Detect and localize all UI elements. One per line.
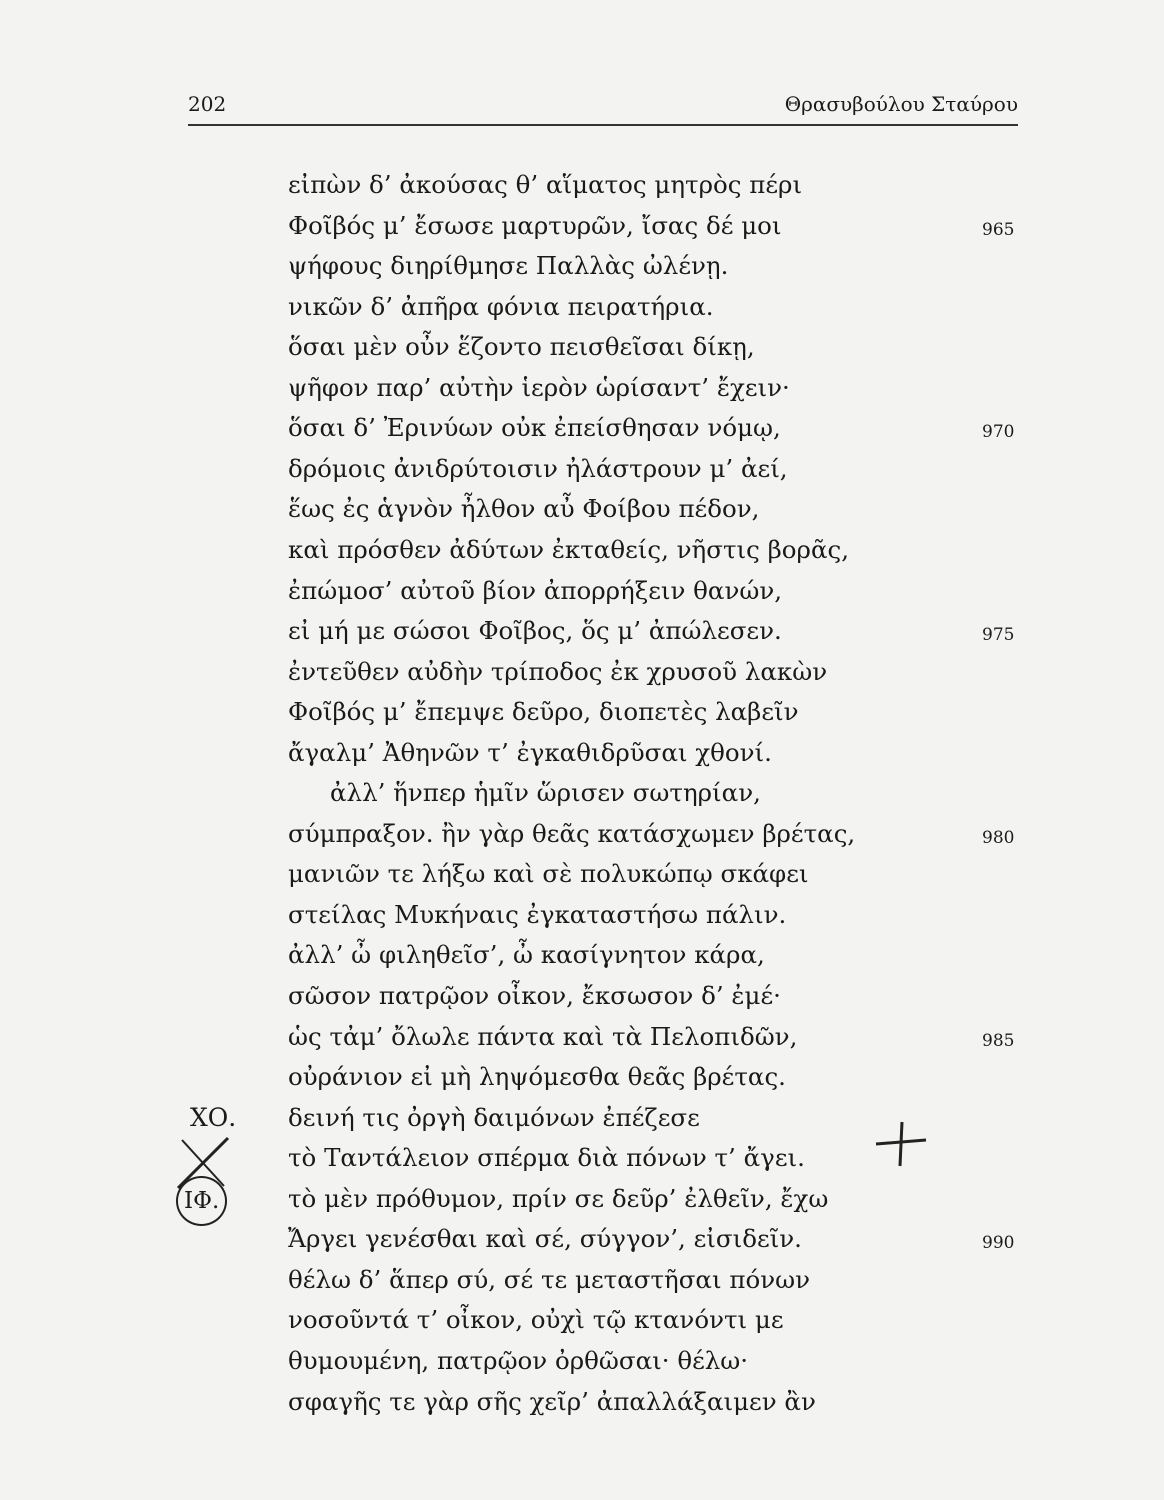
verse-line: δρόμοις ἀνιδρύτοισιν ἠλάστρουν μ’ ἀεί, — [288, 453, 788, 483]
verse-line: νικῶν δ’ ἀπῆρα φόνια πειρατήρια. — [288, 291, 714, 321]
verse-line: στείλας Μυκήναις ἐγκαταστήσω πάλιν. — [288, 899, 787, 929]
verse-line: θέλω δ’ ἅπερ σύ, σέ τε μεταστῆσαι πόνων — [288, 1264, 810, 1294]
running-head: Θρασυβούλου Σταύρου — [784, 92, 1018, 116]
verse-line: ἀλλ’ ἥνπερ ἡμῖν ὥρισεν σωτηρίαν, — [330, 778, 761, 808]
verse-line: δεινή τις ὀργὴ δαιμόνων ἐπέζεσε — [288, 1102, 700, 1132]
verse-line: ψῆφον παρ’ αὐτὴν ἱερὸν ὡρίσαντ’ ἔχειν· — [288, 372, 790, 402]
line-number: 985 — [982, 1030, 1015, 1051]
verse-line: Ἄργει γενέσθαι καὶ σέ, σύγγον’, εἰσιδεῖν. — [288, 1224, 802, 1254]
plus-mark — [872, 1118, 928, 1174]
verse-line: Φοῖβός μ’ ἔσωσε μαρτυρῶν, ἴσας δέ μοι — [288, 210, 782, 240]
line-number: 975 — [982, 625, 1015, 646]
verse-line: καὶ πρόσθεν ἀδύτων ἐκταθείς, νῆστις βορᾶς, — [288, 534, 849, 564]
verse-line: σφαγῆς τε γὰρ σῆς χεῖρ’ ἀπαλλάξαιμεν ἂν — [288, 1386, 816, 1416]
line-number: 970 — [982, 422, 1015, 443]
verse-line: σύμπραξον. ἢν γὰρ θεᾶς κατάσχωμεν βρέτας, — [288, 818, 856, 848]
verse-line: ἐπώμοσ’ αὐτοῦ βίον ἀπορρήξειν θανών, — [288, 575, 783, 605]
page-header — [188, 92, 1018, 122]
verse-line: οὐράνιον εἰ μὴ ληψόμεσθα θεᾶς βρέτας. — [288, 1062, 786, 1092]
verse-line: θυμουμένη, πατρῷον ὀρθῶσαι· θέλω· — [288, 1345, 749, 1375]
verse-line: ὡς τἀμ’ ὄλωλε πάντα καὶ τὰ Πελοπιδῶν, — [288, 1021, 798, 1051]
verse-line: τὸ μὲν πρόθυμον, πρίν σε δεῦρ’ ἐλθεῖν, ἔχω — [288, 1183, 829, 1213]
verse-line: ἄγαλμ’ Ἀθηνῶν τ’ ἐγκαθιδρῦσαι χθονί. — [288, 737, 772, 767]
verse-line: νοσοῦντά τ’ οἶκον, οὐχὶ τῷ κτανόντι με — [288, 1305, 784, 1335]
cross-out-mark — [172, 1132, 234, 1194]
verse-line: τὸ Ταντάλειον σπέρμα διὰ πόνων τ’ ἄγει. — [288, 1143, 805, 1173]
verse-line: Φοῖβός μ’ ἔπεμψε δεῦρο, διοπετὲς λαβεῖν — [288, 697, 799, 727]
line-number: 965 — [982, 219, 1015, 240]
speaker-label: ΧΟ. — [190, 1102, 237, 1132]
verse-line: σῶσον πατρῷον οἶκον, ἔκσωσον δ’ ἐμέ· — [288, 981, 781, 1010]
verse-line: ἀλλ’ ὦ φιληθεῖσ’, ὦ κασίγνητον κάρα, — [288, 940, 765, 970]
verse-line: ὅσαι μὲν οὖν ἕζοντο πεισθεῖσαι δίκῃ, — [288, 332, 755, 362]
speaker-label: ΙΦ. — [176, 1176, 227, 1226]
verse-line: εἰ μή με σώσοι Φοῖβος, ὅς μ’ ἀπώλεσεν. — [288, 616, 782, 646]
line-number: 990 — [982, 1233, 1015, 1254]
verse-line: ἐντεῦθεν αὐδὴν τρίποδος ἐκ χρυσοῦ λακὼν — [288, 656, 828, 686]
verse-line: εἰπὼν δ’ ἀκούσας θ’ αἵματος μητρὸς πέρι — [288, 170, 803, 199]
verse-line: ἕως ἐς ἁγνὸν ἦλθον αὖ Φοίβου πέδον, — [288, 494, 760, 524]
verse-line: ὅσαι δ’ Ἐρινύων οὐκ ἐπείσθησαν νόμῳ, — [288, 413, 781, 443]
line-number: 980 — [982, 827, 1015, 848]
verse-line: μανιῶν τε λήξω καὶ σὲ πολυκώπῳ σκάφει — [288, 859, 809, 889]
page-number: 202 — [188, 92, 227, 116]
verse-line: ψήφους διηρίθμησε Παλλὰς ὠλένῃ. — [288, 251, 729, 281]
header-rule — [188, 124, 1018, 126]
